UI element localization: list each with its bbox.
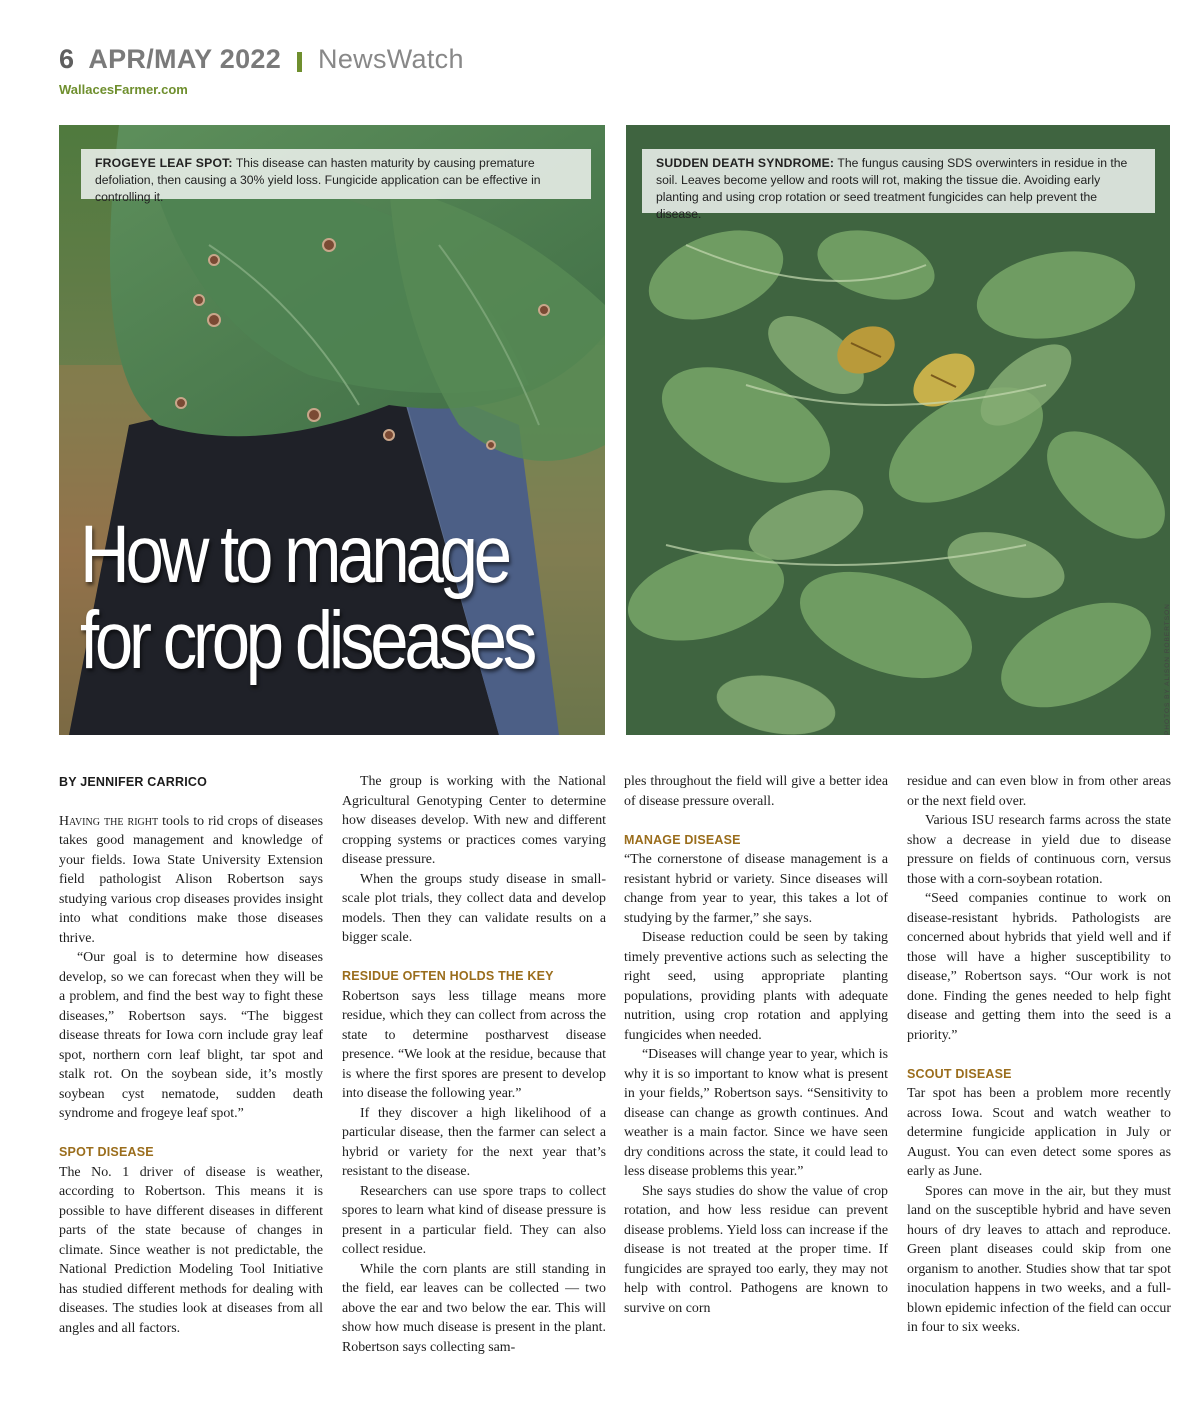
- sudden-death-syndrome-photo: [626, 125, 1170, 735]
- lead-in-caps: Having the right: [59, 813, 159, 829]
- article-paragraph-continued: [342, 1260, 606, 1358]
- article-paragraph-continuation: [907, 772, 1171, 811]
- sds-caption: [642, 149, 1155, 221]
- byline: BY JENNIFER CARRICO: [59, 775, 208, 789]
- headline-line-1: How to manage: [80, 509, 508, 600]
- headline-line-2: for crop diseases: [80, 595, 534, 686]
- article-paragraph: “Seed companies continue to work on disease-resistant hybrids. Pathologists are concerned about hybrids that yield well and if those will have a higher susceptibility to disease,” Robertson says. “Our work is not done. Finding the genes needed to help fight disease and getting them into the seed is a priority.”: [907, 891, 1171, 1043]
- article-paragraph: Researchers can use spore traps to collect spores to learn what kind of disease pressure is present in a particular field. They can also collect residue.: [342, 1183, 606, 1257]
- p9-part-1: While the corn plants are still standing in the field, ear leaves can be collected — two above the ear and two below the ear. This will show how much disease is present in the plant. Robertson says collecting sam-: [342, 1261, 606, 1355]
- section-name: NewsWatch: [318, 44, 464, 74]
- sds-caption-label: SUDDEN DEATH SYNDROME:: [656, 156, 835, 170]
- frogeye-caption-label: FROGEYE LEAF SPOT:: [95, 156, 233, 170]
- article-paragraph: When the groups study disease in small-scale plot trials, they collect data and develop models. Then they can validate results on a bigger scale.: [342, 871, 606, 945]
- article-paragraph: “The cornerstone of disease management is a resistant hybrid or variety. Since diseases will change from year to year, this takes a lot of studying by the farmer,” she says.: [624, 852, 888, 926]
- page-number: 6: [59, 44, 75, 74]
- subhead-manage-disease: MANAGE DISEASE: [624, 832, 741, 847]
- article-column-3: [624, 772, 888, 1318]
- subhead-spot-disease: SPOT DISEASE: [59, 1145, 154, 1159]
- article-column-1: [59, 772, 323, 1338]
- subhead-residue: RESIDUE OFTEN HOLDS THE KEY: [342, 969, 554, 983]
- article-paragraph: Disease reduction could be seen by taking timely preventive actions such as selecting the right seed, using appropriate planting populations, providing plants with adequate nutrition, using crop rotation and applying fungicides when needed.: [624, 930, 888, 1043]
- article-paragraph: Tar spot has been a problem more recently across Iowa. Scout and watch weather to determine fungicide application in July or August. You can even detect some spores as early as June.: [907, 1086, 1171, 1179]
- article-headline: [80, 509, 534, 686]
- article-lead-paragraph: [59, 812, 323, 949]
- article-paragraph: Spores can move in the air, but they must land on the susceptible hybrid and have seven hours of dry leaves to attach and reproduce. Green plant diseases could skip from one organism to another. Studies show that tar spot inoculation happens in two weeks, and a full-blown epidemic infection of the field can occur in four to six weeks.: [907, 1183, 1171, 1335]
- article-column-2: [342, 772, 606, 1357]
- p13-part-2: residue and can even blow in from other areas or the next field over.: [907, 774, 1171, 809]
- sds-caption-text: The fungus causing SDS overwinters in residue in the soil. Leaves become yellow and roots will rot, making the tissue die. Avoiding early planting and using crop rotation or seed treatment fungicides can help prevent the disease.: [656, 156, 1128, 221]
- article-paragraph: Various ISU research farms across the state show a decrease in yield due to disease pressure on fields of continuous corn, versus those with a corn-soybean rotation.: [907, 813, 1171, 887]
- article-paragraph: The No. 1 driver of disease is weather, according to Robertson. This means it is possible to have different diseases in different parts of the state because of changes in climate. Since weather is not predictable, the National Prediction Modeling Tool Initiative has studied different methods for dealing with diseases. The studies look at diseases from all angles and all factors.: [59, 1164, 323, 1336]
- article-paragraph-continuation: [624, 772, 888, 811]
- article-paragraph: If they discover a high likelihood of a particular disease, then the farmer can select a hybrid or variety for the next year that’s resistant to the disease.: [342, 1105, 606, 1179]
- article-column-4: [907, 772, 1171, 1338]
- page-masthead: [59, 44, 464, 80]
- article-paragraph: The group is working with the National Agricultural Genotyping Center to determine how diseases develop. With new and different cropping systems or practices comes varying disease pressure.: [342, 774, 606, 867]
- issue-date: APR/MAY 2022: [88, 44, 282, 74]
- article-paragraph-continued: [624, 1182, 888, 1319]
- frogeye-caption-text: This disease can hasten maturity by causing premature defoliation, then causing a 30% yield loss. Fungicide application can be effective in controlling it.: [95, 156, 541, 204]
- article-paragraph: Robertson says less tillage means more residue, which they can collect from across the state to determine postharvest disease presence. “We look at the residue, because that is where the first spores are present to develop into disease the following year.”: [342, 988, 606, 1101]
- subhead-scout-disease: SCOUT DISEASE: [907, 1066, 1012, 1081]
- soybean-canopy-illustration: [626, 125, 1170, 735]
- article-paragraph: “Diseases will change year to year, which is why it is so important to know what is present in your fields,” Robertson says. “Sensitivity to disease can change as growth continues. And weather is a main factor. Since we have seen dry conditions across the state, it could lead to less disease problems this year.”: [624, 1047, 888, 1179]
- photo-credit: PHOTOS BY ALISON ROBERTSON: [1164, 603, 1171, 735]
- frogeye-caption: [81, 149, 591, 204]
- site-url: WallacesFarmer.com: [59, 82, 188, 97]
- p9-part-2: ples throughout the field will give a better idea of disease pressure overall.: [624, 774, 888, 809]
- article-paragraph: “Our goal is to determine how diseases develop, so we can forecast when they will be a problem, and find the best way to fight these diseases,” Robertson says. “The biggest disease threats for Iowa corn include gray leaf spot, northern corn leaf blight, tar spot and stalk rot. On the soybean side, it’s mostly soybean cyst nematode, sudden death syndrome and frogeye leaf spot.”: [59, 950, 323, 1121]
- masthead-divider: [297, 52, 302, 72]
- lead-paragraph-text: tools to rid crops of diseases takes good management and knowledge of your fields. Iowa State University Extension field pathologist Alison Robertson says studying various crop diseases provides insight into what conditions make those diseases thrive.: [59, 813, 323, 946]
- p13-part-1: She says studies do show the value of crop rotation, and how less residue can prevent disease problems. Yield loss can increase if the disease is not treated at the proper time. If fungicides are sprayed too early, they may not help with control. Pathogens are known to survive on corn: [624, 1183, 888, 1316]
